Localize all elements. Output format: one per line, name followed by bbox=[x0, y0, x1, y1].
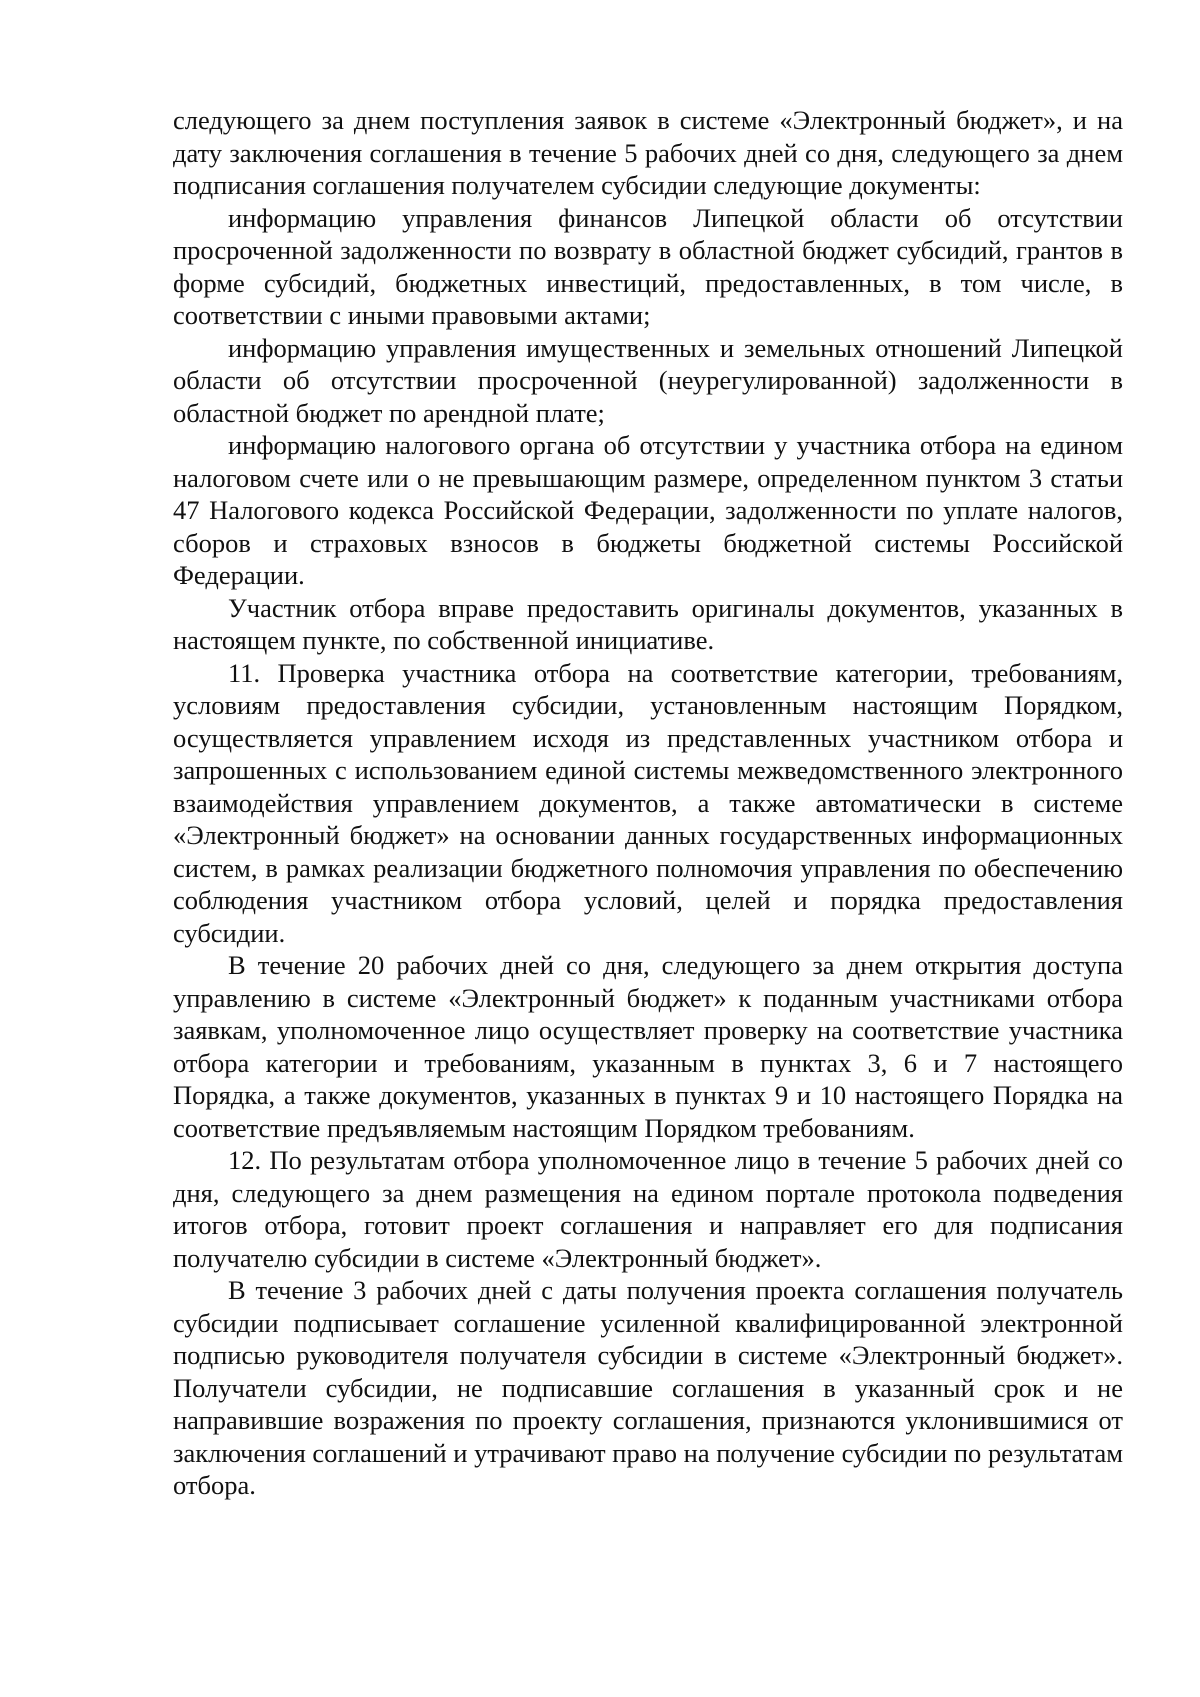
paragraph-originals: Участник отбора вправе предоставить оригиналы документов, указанных в настоящем пункте, по собственной инициативе. bbox=[173, 592, 1123, 655]
paragraph-tax-info: информацию налогового органа об отсутствии у участника отбора на едином налоговом счете или о не превышающим размере, определенном пунктом 3 статьи 47 Налогового кодекса Российской Федерации, задолженности по уплате налогов, сборов и страховых взносов в бюджеты бюджетной системы Российской Федерации. bbox=[173, 430, 1123, 590]
paragraph-section-11: 11. Проверка участника отбора на соответствие категории, требованиям, условиям предоставления субсидии, установленным настоящим Порядком, осуществляется управлением исходя из представленных участником отбора и запрошенных с использованием единой системы межведомственного электронного взаимодействия управлением документов, а также автоматически в системе «Электронный бюджет» на основании данных государственных информационных систем, в рамках реализации бюджетного полномочия управления по обеспечению соблюдения участником отбора условий, целей и порядка предоставления субсидии. bbox=[173, 657, 1123, 948]
paragraph-continuation: следующего за днем поступления заявок в системе «Электронный бюджет», и на дату заключения соглашения в течение 5 рабочих дней со дня, следующего за днем подписания соглашения получателем субсидии следующие документы: bbox=[173, 105, 1123, 200]
paragraph-section-12: 12. По результатам отбора уполномоченное лицо в течение 5 рабочих дней со дня, следующего за днем размещения на едином портале протокола подведения итогов отбора, готовит проект соглашения и направляет его для подписания получателю субсидии в системе «Электронный бюджет». bbox=[173, 1145, 1123, 1273]
document-page bbox=[173, 104, 1123, 1502]
paragraph-signing-period: В течение 3 рабочих дней с даты получения проекта соглашения получатель субсидии подписывает соглашение усиленной квалифицированной электронной подписью руководителя получателя субсидии в системе «Электронный бюджет». Получатели субсидии, не подписавшие соглашения в указанный срок и не направившие возражения по проекту соглашения, признаются уклонившимися от заключения соглашений и утрачивают право на получение субсидии по результатам отбора. bbox=[173, 1275, 1123, 1500]
paragraph-property-info: информацию управления имущественных и земельных отношений Липецкой области об отсутствии просроченной (неурегулированной) задолженности в областной бюджет по арендной плате; bbox=[173, 332, 1123, 428]
paragraph-verification-period: В течение 20 рабочих дней со дня, следующего за днем открытия доступа управлению в системе «Электронный бюджет» к поданным участниками отбора заявкам, уполномоченное лицо осуществляет проверку на соответствие участника отбора категории и требованиям, указанным в пунктах 3, 6 и 7 настоящего Порядка, а также документов, указанных в пунктах 9 и 10 настоящего Порядка на соответствие предъявляемым настоящим Порядком требованиям. bbox=[173, 950, 1123, 1143]
paragraph-finance-info: информацию управления финансов Липецкой области об отсутствии просроченной задолженности по возврату в областной бюджет субсидий, грантов в форме субсидий, бюджетных инвестиций, предоставленных, в том числе, в соответствии с иными правовыми актами; bbox=[173, 202, 1123, 330]
